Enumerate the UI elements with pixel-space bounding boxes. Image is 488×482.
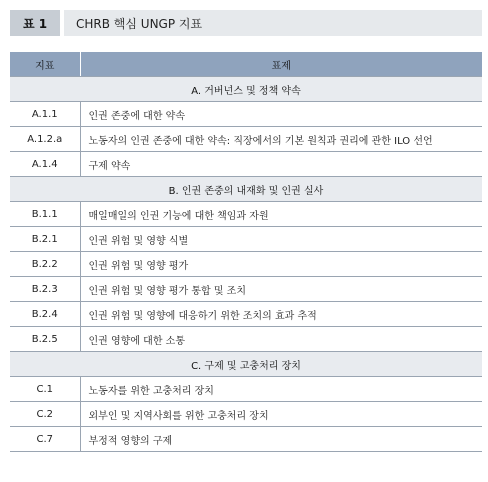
- indicator-code: B.2.3: [10, 277, 80, 302]
- table-row: [10, 327, 482, 352]
- header-title: 표제: [80, 52, 482, 77]
- table-row: [10, 127, 482, 152]
- indicator-code: C.7: [10, 427, 80, 452]
- section-heading-c: [10, 352, 482, 377]
- indicator-title: 노동자의 인권 존중에 대한 약속: 직장에서의 기본 원칙과 권리에 관한 ILO 선언: [80, 127, 482, 152]
- indicator-code: A.1.2.a: [10, 127, 80, 152]
- indicator-title: 노동자를 위한 고충처리 장치: [80, 377, 482, 402]
- indicator-title: 인권 영향에 대한 소통: [80, 327, 482, 352]
- table-header-row: [10, 52, 482, 77]
- table-row: [10, 427, 482, 452]
- indicator-title: 외부인 및 지역사회를 위한 고충처리 장치: [80, 402, 482, 427]
- table-row: [10, 277, 482, 302]
- table-number: 표 1: [10, 10, 60, 36]
- indicator-code: B.2.1: [10, 227, 80, 252]
- indicator-title: 인권 위험 및 영향 평가 통합 및 조치: [80, 277, 482, 302]
- section-heading-text: C. 구제 및 고충처리 장치: [10, 352, 482, 377]
- table-row: [10, 377, 482, 402]
- table-title: CHRB 핵심 UNGP 지표: [64, 10, 482, 36]
- indicator-code: A.1.4: [10, 152, 80, 177]
- table-row: [10, 227, 482, 252]
- indicator-title: 인권 위험 및 영향 식별: [80, 227, 482, 252]
- table-row: [10, 202, 482, 227]
- indicator-code: C.1: [10, 377, 80, 402]
- table-caption: [10, 10, 482, 36]
- indicator-code: B.2.4: [10, 302, 80, 327]
- table-row: [10, 102, 482, 127]
- indicator-code: A.1.1: [10, 102, 80, 127]
- table-row: [10, 402, 482, 427]
- indicator-title: 인권 존중에 대한 약속: [80, 102, 482, 127]
- section-heading-text: A. 거버넌스 및 정책 약속: [10, 77, 482, 102]
- table-row: [10, 252, 482, 277]
- indicator-title: 부정적 영향의 구제: [80, 427, 482, 452]
- table-row: [10, 152, 482, 177]
- indicator-title: 구제 약속: [80, 152, 482, 177]
- indicator-table: [10, 52, 482, 452]
- indicator-code: B.2.5: [10, 327, 80, 352]
- header-indicator: 지표: [10, 52, 80, 77]
- section-heading-a: [10, 77, 482, 102]
- indicator-title: 인권 위험 및 영향에 대응하기 위한 조치의 효과 추적: [80, 302, 482, 327]
- indicator-code: B.2.2: [10, 252, 80, 277]
- section-heading-text: B. 인권 존중의 내재화 및 인권 실사: [10, 177, 482, 202]
- indicator-code: B.1.1: [10, 202, 80, 227]
- table-row: [10, 302, 482, 327]
- indicator-title: 매일매일의 인권 기능에 대한 책임과 자원: [80, 202, 482, 227]
- indicator-title: 인권 위험 및 영향 평가: [80, 252, 482, 277]
- indicator-code: C.2: [10, 402, 80, 427]
- section-heading-b: [10, 177, 482, 202]
